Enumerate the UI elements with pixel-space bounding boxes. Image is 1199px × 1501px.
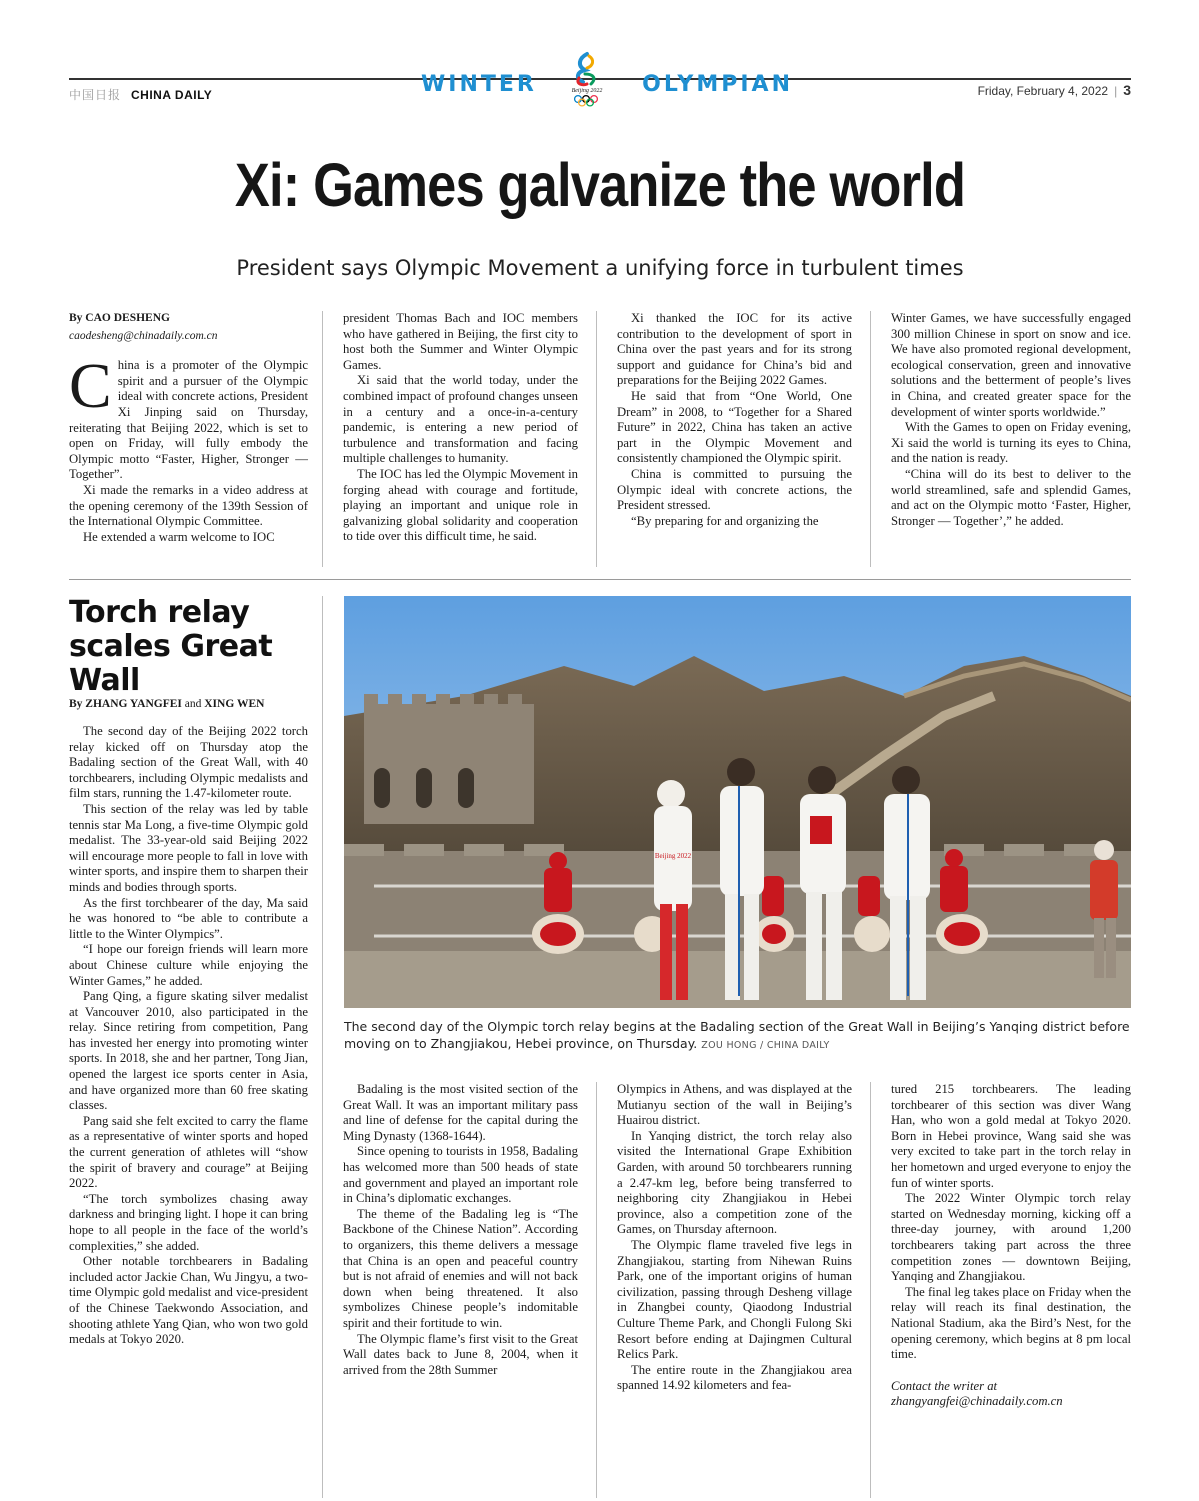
torch-paragraph: “The torch symbolizes chasing away darkness and bringing light. I hope it can bring hope to all people in the face of the world’s complexities,” she added.	[69, 1191, 308, 1253]
masthead	[69, 60, 1131, 114]
issue-info	[978, 82, 1131, 98]
column-rule	[870, 311, 871, 567]
torch-byline: By ZHANG YANGFEI and XING WEN	[69, 698, 265, 710]
lead-paragraph: “China will do its best to deliver to the world streamlined, safe and splendid Games, and act on the Olympic motto ‘Faster, Higher, Stronger — Together’,” he added.	[891, 466, 1131, 528]
issue-date: Friday, February 4, 2022	[977, 84, 1109, 98]
torch-headline: Torch relay scales Great Wall	[69, 595, 273, 698]
caption-text: The second day of the Olympic torch relay begins at the Badaling section of the Great Wall in Beijing’s Yanqing district before moving on to Zhangjiakou, Hebei province, on Thursday.	[344, 1019, 1130, 1051]
lead-paragraph: president Thomas Bach and IOC members who have gathered in Beijing, the first city to host both the Summer and Winter Olympic Games.	[343, 311, 578, 372]
brand-chinese: 中国日报	[69, 88, 122, 102]
torchbearer-4	[884, 766, 930, 1000]
page-number: 3	[1123, 82, 1131, 98]
lead-email: caodesheng@chinadaily.com.cn	[69, 329, 218, 342]
torch-paragraph: Badaling is the most visited section of the Great Wall. It was an important military pass and line of defense for the capital during the Ming Dynasty (1368-1644).	[343, 1082, 578, 1143]
writer-contact: Contact the writer at zhangyangfei@chinadaily.com.cn	[891, 1378, 1063, 1409]
torch-paragraph: The theme of the Badaling leg is “The Backbone of the Chinese Nation”. According to organizers, this theme delivers a message that China is an open and peaceful country but is not afraid of enemies and will not back down when being threatened. It also symbolizes Chinese people’s indomitable spirit and their fortitude to win.	[343, 1206, 578, 1330]
section-divider	[69, 579, 1131, 580]
lead-paragraph: China is committed to pursuing the Olympic ideal with concrete actions, the President stressed.	[617, 466, 852, 513]
lead-paragraph: He extended a warm welcome to IOC	[83, 529, 275, 544]
torch-paragraph: Olympics in Athens, and was displayed at the Mutianyu section of the wall in Beijing’s Huairou district.	[617, 1082, 852, 1128]
torch-column-4	[891, 1082, 1131, 1410]
lead-paragraph: “By preparing for and organizing the	[631, 513, 819, 528]
torch-relay-photo	[344, 596, 1131, 1008]
lead-paragraph: Xi thanked the IOC for its active contribution to the development of sport in China over the past years and for its strong support and guidance for China’s bid and preparations for the Beijing 2022 Games.	[617, 311, 852, 388]
torch-paragraph: Since opening to tourists in 1958, Badaling has welcomed more than 500 heads of state and government and played an important role in China’s diplomatic exchanges.	[343, 1144, 578, 1206]
page-headline: Xi: Games galvanize the world	[234, 151, 966, 219]
section-banner	[421, 48, 793, 110]
brand-name: CHINA DAILY	[131, 87, 213, 102]
section-word-right: OLYMPIAN	[642, 72, 793, 97]
masthead-brand	[69, 86, 212, 103]
photo-caption	[344, 1018, 1131, 1054]
section-word-left: WINTER	[421, 72, 537, 97]
torch-paragraph: As the first torchbearer of the day, Ma said he was honored to “be able to contribute a little to the Winter Olympics”.	[69, 895, 308, 941]
column-rule	[322, 311, 323, 567]
lead-paragraph: With the Games to open on Friday evening, Xi said the world is turning its eyes to China, and the nation is ready.	[891, 420, 1131, 466]
beijing-2022-emblem-icon	[557, 48, 617, 108]
spectator	[1090, 840, 1118, 978]
torch-paragraph: This section of the relay was led by table tennis star Ma Long, a five-time Olympic gold medalist. The 33-year-old said Beijing 2022 will encourage more people to fall in love with winter sports, and inspire them to sharpen their minds and bodies through sports.	[69, 801, 308, 894]
page-subhead: President says Olympic Movement a unifying force in turbulent times	[236, 256, 964, 280]
column-rule	[322, 596, 323, 1498]
torch-column-2	[343, 1082, 578, 1378]
emblem-text: Beijing 2022	[571, 88, 603, 94]
torch-paragraph: “I hope our foreign friends will learn more about Chinese culture while enjoying the Winter Games,” he added.	[69, 942, 308, 988]
torch-paragraph: In Yanqing district, the torch relay also visited the International Grape Exhibition Garden, with around 50 torchbearers running a 2.47-km leg, before being transferred to neighboring city Zhangjiakou in Hebei province, also a competition zone of the Games, on Thursday afternoon.	[617, 1128, 852, 1237]
torch-column-1	[69, 724, 308, 1348]
lead-paragraph: China is a promoter of the Olympic spirit and a pursuer of the Olympic ideal with concrete actions, President Xi Jinping said on Thursday, reiterating that Beijing 2022, which is set to open on Friday, will fully embody the Olympic motto “Faster, Higher, Stronger — Together”.	[69, 350, 308, 482]
lead-column-1	[69, 311, 308, 545]
lead-paragraph: Xi made the remarks in a video address at the opening ceremony of the 139th Session of the International Olympic Committee.	[69, 482, 308, 529]
lead-column-3	[617, 311, 852, 529]
lead-byline: By CAO DESHENG	[69, 312, 170, 324]
lead-paragraph: Xi said that the world today, under the combined impact of profound changes unseen in a century and a once-in-a-century pandemic, is entering a new period of turbulence and transformation and facing multiple challenges to humanity.	[343, 373, 578, 466]
torch-paragraph: Pang said she felt excited to carry the flame as a representative of winter sports and hoped the current generation of athletes will “show the spirit of bravery and courage” at Beijing 2022.	[69, 1113, 308, 1191]
issue-separator: |	[1114, 84, 1118, 98]
lead-paragraph: He said that from “One World, One Dream” in 2008, to “Together for a Shared Future” in 2022, China has taken an active part in the Olympic Movement and consistently championed the Olympic spirit.	[617, 388, 852, 466]
lead-column-2	[343, 311, 578, 545]
lead-column-4	[891, 311, 1131, 529]
drop-cap: C	[69, 350, 112, 422]
column-rule	[870, 1082, 871, 1498]
torch-paragraph: The final leg takes place on Friday when the relay will reach its final destination, the National Stadium, aka the Bird’s Nest, for the opening ceremony, which begins at 8 pm local time.	[891, 1284, 1131, 1362]
torch-paragraph: The Olympic flame traveled five legs in Zhangjiakou, starting from Nihewan Ruins Park, one of the important origins of human civilization, passing through Desheng village in Zhangbei county, Qiaodong Industrial Culture Theme Park, and Chongli Fulong Ski Resort before ending at Dajingmen Cultural Relics Park.	[617, 1237, 852, 1362]
torch-paragraph: The 2022 Winter Olympic torch relay started on Wednesday morning, kicking off a three-day journey, with around 1,200 torchbearers taking part across the three competition zones — downtown Beijing, Yanqing and Zhangjiakou.	[891, 1191, 1131, 1284]
torch-paragraph: The second day of the Beijing 2022 torch relay kicked off on Thursday atop the Badaling section of the Great Wall, with 40 torchbearers, including Olympic medalists and film stars, running the 1.47-kilometer route.	[69, 724, 308, 801]
torch-paragraph: The Olympic flame’s first visit to the Great Wall dates back to June 8, 2004, when it arrived from the 28th Summer	[343, 1331, 578, 1377]
torch-paragraph: tured 215 torchbearers. The leading torchbearer of this section was diver Wang Han, who won a gold medal at Tokyo 2020. Born in Hebei province, Wang said she was very excited to take part in the torch relay in her hometown and urged everyone to enjoy the fun of winter sports.	[891, 1082, 1131, 1190]
lead-paragraph: Winter Games, we have successfully engaged 300 million Chinese in sport on snow and ice. We have also promoted regional development, ecological conservation, green and innovative solutions and the betterment of people’s lives in China, and created greater space for the development of winter sports worldwide.”	[891, 311, 1131, 419]
torch-paragraph: The entire route in the Zhangjiakou area spanned 14.92 kilometers and fea-	[617, 1362, 852, 1393]
photo-credit: ZOU HONG / CHINA DAILY	[701, 1040, 830, 1051]
column-rule	[596, 311, 597, 567]
torch-column-3	[617, 1082, 852, 1394]
watchtower	[364, 694, 534, 824]
torch-paragraph: Other notable torchbearers in Badaling included actor Jackie Chan, Wu Jingyu, a two-time Olympic gold medalist and vice-president of the Chinese Taekwondo Association, and shooting athlete Yang Qian, who won two gold medals at Tokyo 2020.	[69, 1254, 308, 1347]
jacket-text: Beijing 2022	[654, 852, 692, 860]
lead-paragraph: The IOC has led the Olympic Movement in forging ahead with courage and fortitude, playing an important and unique role in galvanizing global solidarity and cooperation to tide over this difficult time, he said.	[343, 466, 578, 544]
torch-paragraph: Pang Qing, a figure skating silver medalist at Vancouver 2010, also participated in the relay. Since retiring from competition, Pang has invested her energy into promoting winter sports. In 2018, she and her partner, Tong Jian, opened the largest ice sports center in Asia, and have organized more than 60 free skating classes.	[69, 989, 308, 1113]
writer-email-link[interactable]: zhangyangfei@chinadaily.com.cn	[891, 1394, 1063, 1409]
column-rule	[596, 1082, 597, 1498]
